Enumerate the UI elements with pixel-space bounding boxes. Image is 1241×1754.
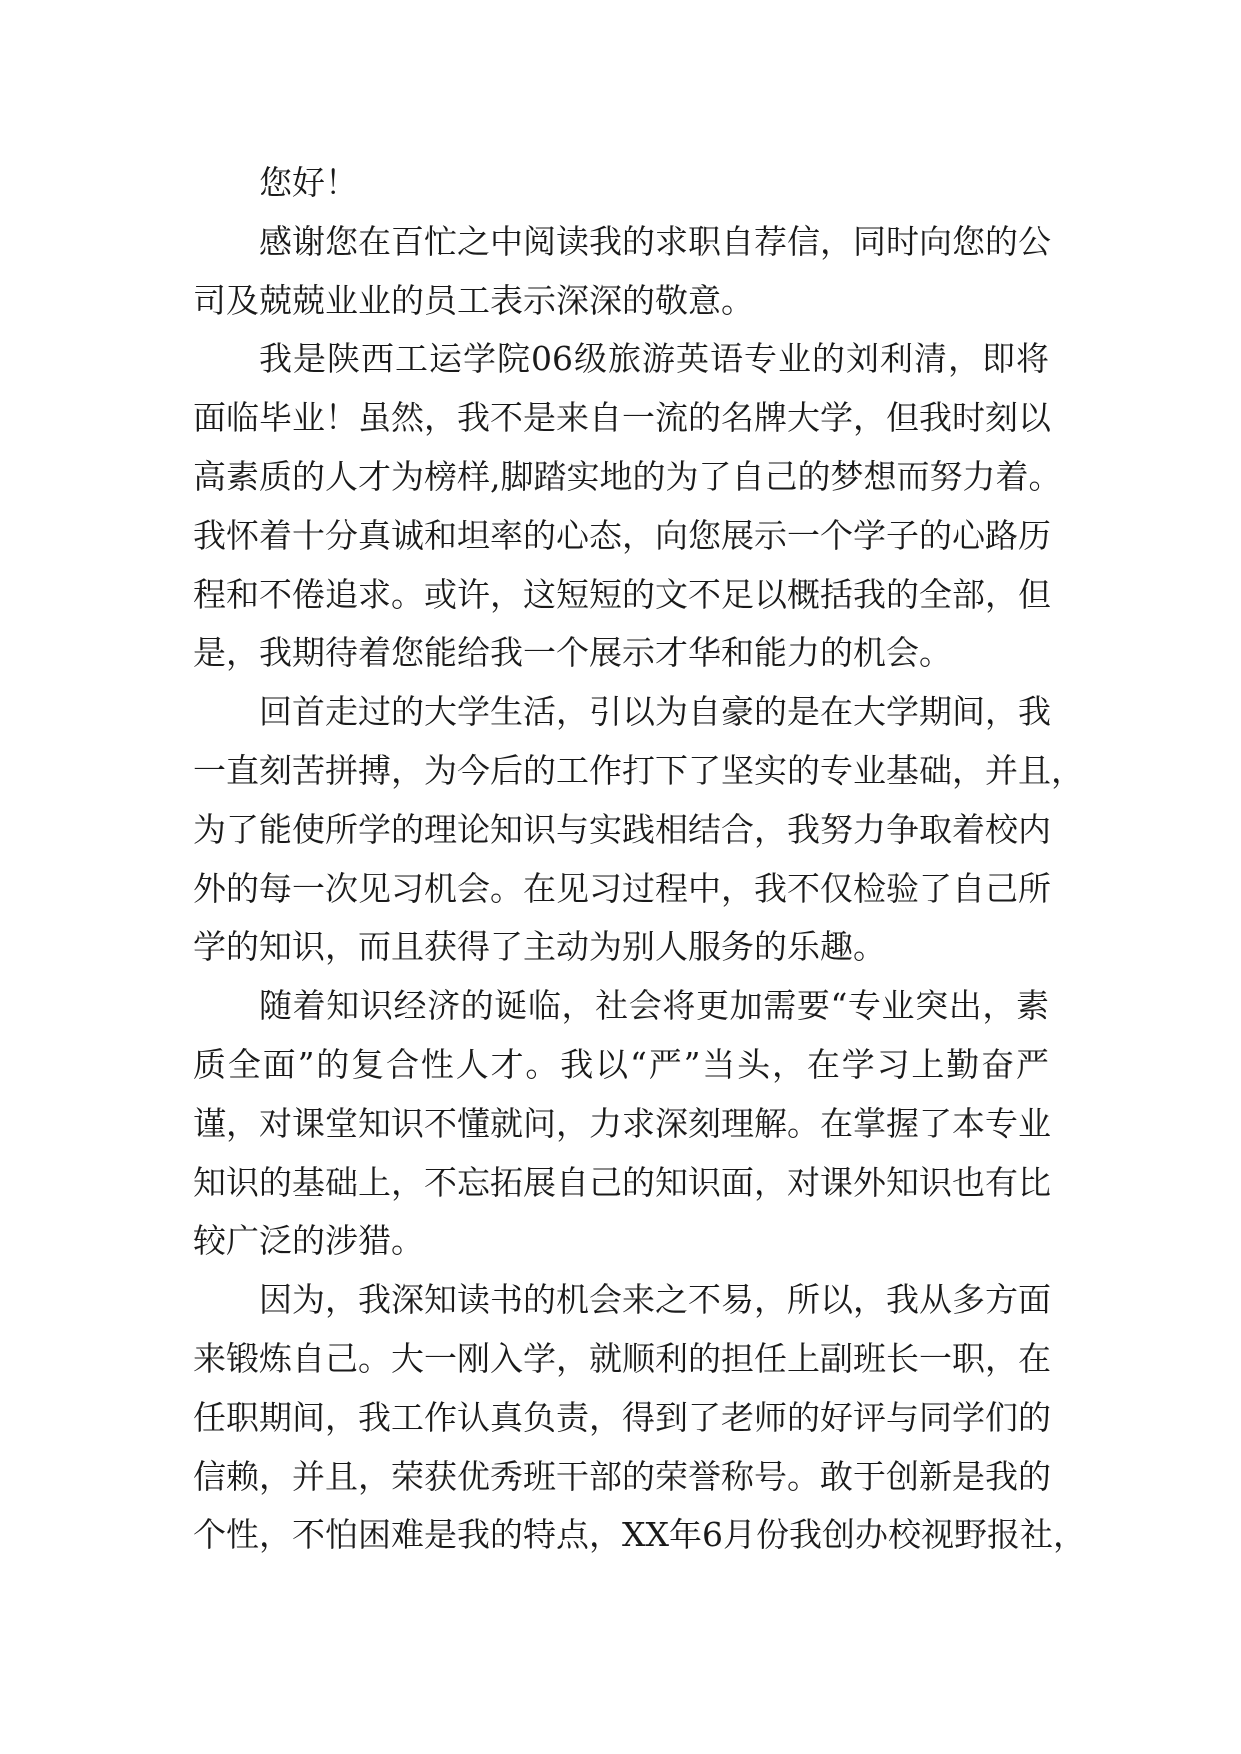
paragraph-line: 随着知识经济的诞临，社会将更加需要“专业突出，素 — [259, 986, 1049, 1026]
letter-body — [193, 154, 1086, 1565]
paragraph-line: 一直刻苦拼搏，为今后的工作打下了坚实的专业基础，并且， — [193, 750, 1084, 790]
paragraph-line: 司及兢兢业业的员工表示深深的敬意。 — [193, 280, 754, 320]
paragraph-line: 质全面”的复合性人才。我以“严”当头，在学习上勤奋严 — [193, 1044, 1049, 1084]
paragraph-line: 来锻炼自己。大一刚入学，就顺利的担任上副班长一职，在 — [193, 1338, 1051, 1378]
paragraph-line: 信赖，并且，荣获优秀班干部的荣誉称号。敢于创新是我的 — [193, 1456, 1051, 1496]
paragraph-line: 知识的基础上，不忘拓展自己的知识面，对课外知识也有比 — [193, 1162, 1051, 1202]
paragraph-line: 我怀着十分真诚和坦率的心态，向您展示一个学子的心路历 — [193, 515, 1051, 555]
paragraph-line: 程和不倦追求。或许，这短短的文不足以概括我的全部，但 — [193, 574, 1051, 614]
paragraph-line: 面临毕业！虽然，我不是来自一流的名牌大学，但我时刻以 — [193, 398, 1051, 438]
paragraph-line: 我是陕西工运学院06级旅游英语专业的刘利清，即将 — [259, 339, 1049, 379]
paragraph-line: 回首走过的大学生活，引以为自豪的是在大学期间，我 — [259, 692, 1051, 732]
paragraph-line: 感谢您在百忙之中阅读我的求职自荐信，同时向您的公 — [259, 221, 1051, 261]
paragraph-line: 高素质的人才为榜样,脚踏实地的为了自己的梦想而努力着。 — [193, 456, 1062, 496]
paragraph-line: 较广泛的涉猎。 — [193, 1221, 424, 1261]
paragraph-line: 个性，不怕困难是我的特点，XX年6月份我创办校视野报社， — [193, 1515, 1086, 1555]
paragraph-line: 任职期间，我工作认真负责，得到了老师的好评与同学们的 — [193, 1397, 1051, 1437]
paragraph-line: 外的每一次见习机会。在见习过程中，我不仅检验了自己所 — [193, 868, 1051, 908]
paragraph-line: 为了能使所学的理论知识与实践相结合，我努力争取着校内 — [193, 809, 1051, 849]
greeting: 您好！ — [259, 163, 358, 202]
paragraph-line: 谨，对课堂知识不懂就问，力求深刻理解。在掌握了本专业 — [193, 1103, 1051, 1143]
paragraph-line: 学的知识，而且获得了主动为别人服务的乐趣。 — [193, 927, 886, 967]
paragraph-line: 是，我期待着您能给我一个展示才华和能力的机会。 — [193, 633, 952, 673]
paragraph-line: 因为，我深知读书的机会来之不易，所以，我从多方面 — [259, 1280, 1051, 1320]
